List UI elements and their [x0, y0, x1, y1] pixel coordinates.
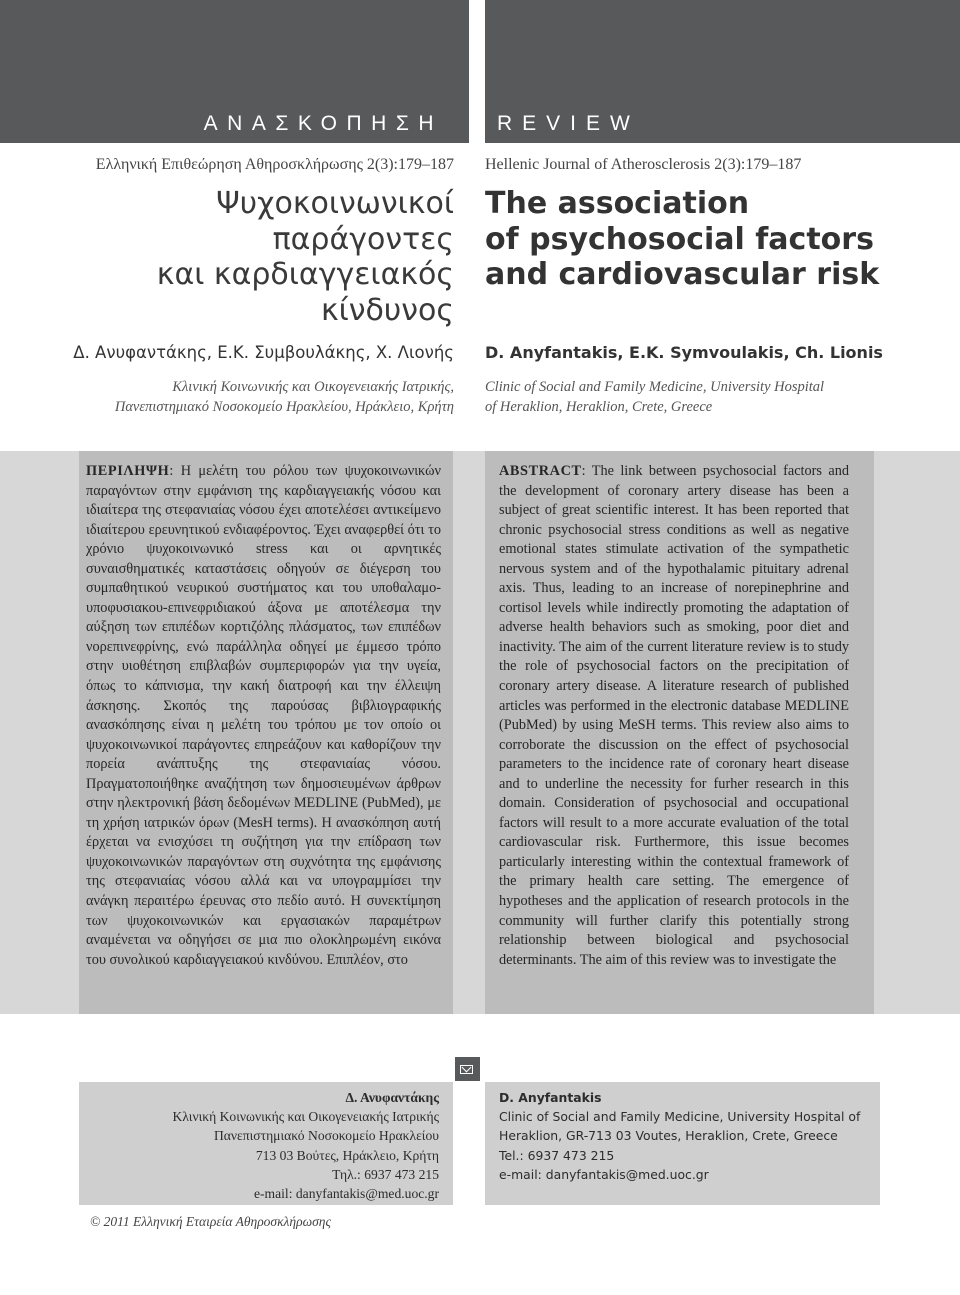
english-title: The association of psychosocial factors and cardiovascular risk	[485, 186, 880, 292]
greek-title: Ψυχοκοινωνικοί παράγοντες και καρδιαγγειακός κίνδυνος	[156, 186, 454, 328]
copyright-notice: © 2011 Ελληνική Εταιρεία Αθηροσκλήρωσης	[90, 1214, 331, 1229]
english-correspondence-line: Heraklion, GR-713 03 Voutes, Heraklion, Crete, Greece	[499, 1128, 838, 1144]
english-correspondence-email: e-mail: danyfantakis@med.uoc.gr	[499, 1166, 709, 1182]
greek-correspondence-line: 713 03 Βούτες, Ηράκλειο, Κρήτη	[255, 1147, 439, 1163]
english-abstract	[499, 462, 849, 970]
greek-correspondence-line: Πανεπιστημιακό Νοσοκομείο Ηρακλείου	[213, 1128, 439, 1144]
greek-abstract-body: : Η μελέτη του ρόλου των ψυχοκοινωνικών παραγόντων στην εμφάνιση της καρδιαγγειακής νόσου και ιδιαίτερα της στεφανιαίας νόσου έχει αποτελέσει αντικείμενο ιδιαίτερου ερευνητικού ενδιαφέροντος. Έχει αναφερθεί ότι το χρόνιο ψυχοκοινωνικό stress και οι αρνητικές συναισθηματικές καταστάσεις οδηγούν σε διέγερση του συμπαθητικού νευρικού συστήματος και του υποθαλαμο-υποφυσιακου-επινεφριδιακού άξονα με αποτέλεσμα την αύξηση των επιπέδων κορτιζόλης πλάσματος, των επιπέδων νορεπινεφρίνης, ενώ παράλληλα οδηγεί με έμμεσο τρόπο στην υιοθέτηση επιβλαβών συμπεριφορών για την υγεία, όπως το κάπνισμα, την κακή διατροφή και την έλλειψη άσκησης. Σκοπός της παρούσας βιβλιογραφικής ανασκόπησης είναι η μελέτη του τρόπου με τον οποίο οι ψυχοκοινωνικοί παράγοντες επηρεάζουν και καθορίζουν την πορεία ανάπτυξης της στεφανιαίας νόσου. Πραγματοποιήθηκε αναζήτηση των δημοσιευμένων άρθρων στην ηλεκτρονική βάση δεδομένων MEDLINE (PubMed), με τη χρήση ιατρικών όρων (MesH terms). Η ανασκόπηση αυτή έρχεται να ενισχύσει τη συζήτηση για την επίδραση των ψυχοκοινωνικών παραγόντων στη συχνότητα της εμφάνισης της στεφανιαίας νόσου αλλά και να υπογραμμίσει την ανάγκη περαιτέρω έρευνας στο πεδίο αυτό. Η συνεκτίμηση των ψυχοκοινωνικών και εργασιακών παραμέτρων αναμένεται να οδηγήσει σε μια πιο ολοκληρωμένη εικόνα του συνολικού καρδιαγγειακού κινδύνου. Επιπλέον, στο	[86, 463, 441, 968]
english-authors: D. Anyfantakis, E.K. Symvoulakis, Ch. Lionis	[485, 343, 883, 362]
greek-header-band	[0, 0, 469, 143]
english-abstract-body: : The link between psychosocial factors and the development of coronary artery disease has been a subject of great scientific interest. It has been reported that chronic psychosocial stress conditions as well as negative emotional states stimulate activation of the sympathetic nervous system and of the hypothalamic pituitary adrenal axis. Thus, leading to an increase of norepinephrine and cortisol levels while indirectly promoting the adaptation of adverse health behaviors such as smoking, poor diet and inactivity. The aim of the current literature review is to study the role of psychosocial factors on the precipitation of coronary artery disease. A literature research of published articles was performed in the electronic database MEDLINE (PubMed) by using MeSH terms. This review also aims to corroborate the discussion on the effect of psychosocial parameters to the incidence rate of coronary heart disease and to underline the necessity for furher research in this domain. Consideration of psychosocial and occupational factors will result to a more accurate evaluation of the total cardiovascular risk. Furthermore, this issue becomes particularly interesting within the contextual framework of the primary health care setting. The emergence of hypotheses and the application of research protocols in the community will further clarify this potentially strong relationship between biological and psychosocial determinants. The aim of this review was to investigate the	[499, 463, 849, 968]
english-section-label: REVIEW	[497, 112, 640, 135]
english-correspondence-name: D. Anyfantakis	[499, 1090, 602, 1105]
greek-affiliation: Κλινική Κοινωνικής και Οικογενειακής Ιατρικής, Πανεπιστημιακό Νοσοκομείο Ηρακλείου, Ηράκλειο, Κρήτη	[114, 379, 454, 415]
greek-authors: Δ. Ανυφαντάκης, Ε.Κ. Συμβουλάκης, Χ. Λιονής	[73, 343, 454, 362]
english-header-band	[485, 0, 960, 143]
greek-correspondence-email: e-mail: danyfantakis@med.uoc.gr	[253, 1186, 439, 1202]
english-abstract-heading: ABSTRACT	[499, 463, 582, 479]
greek-correspondence-phone: Τηλ.: 6937 473 215	[332, 1166, 439, 1182]
english-correspondence-line: Clinic of Social and Family Medicine, University Hospital of	[499, 1109, 861, 1125]
greek-journal-citation: Ελληνική Επιθεώρηση Αθηροσκλήρωσης 2(3):179–187	[95, 156, 454, 173]
english-correspondence-phone: Tel.: 6937 473 215	[499, 1147, 615, 1163]
greek-correspondence	[173, 1088, 439, 1203]
mail-icon	[455, 1057, 480, 1081]
english-correspondence	[499, 1088, 860, 1184]
greek-correspondence-name: Δ. Ανυφαντάκης	[345, 1090, 439, 1105]
greek-abstract-heading: ΠΕΡΙΛΗΨΗ	[86, 463, 170, 479]
english-journal-citation: Hellenic Journal of Atherosclerosis 2(3):179–187	[485, 156, 802, 173]
greek-abstract	[86, 462, 441, 970]
english-affiliation: Clinic of Social and Family Medicine, University Hospital of Heraklion, Heraklion, Crete, Greece	[485, 379, 825, 415]
greek-section-label: ΑΝΑΣΚΟΠΗΣΗ	[203, 112, 443, 135]
greek-correspondence-line: Κλινική Κοινωνικής και Οικογενειακής Ιατρικής	[172, 1109, 439, 1125]
